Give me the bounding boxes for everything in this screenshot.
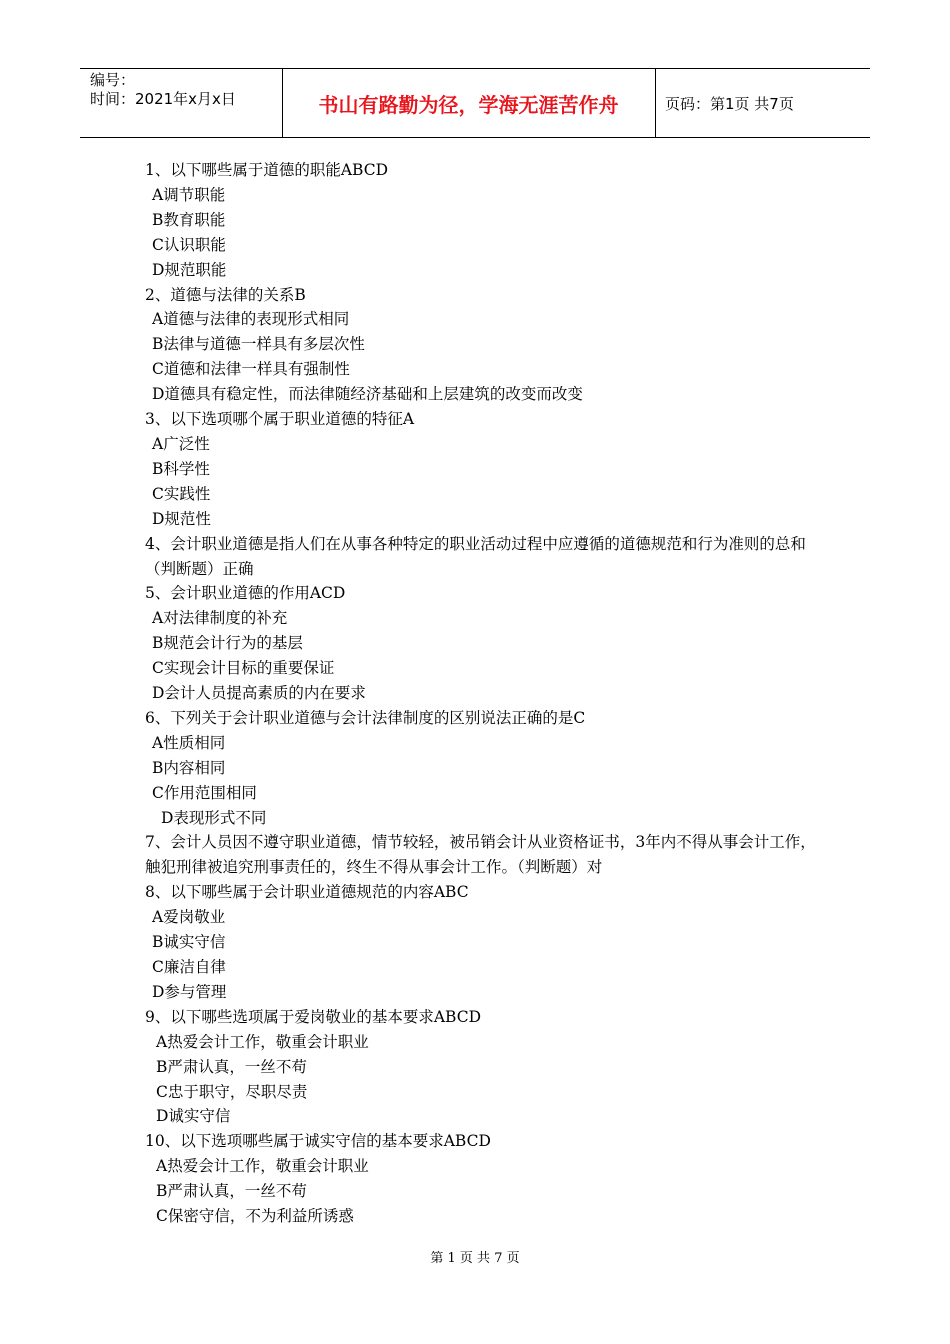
option-line: D参与管理 (152, 982, 227, 1001)
question-line: 5、会计职业道德的作用ACD (145, 584, 346, 603)
option-line: C道德和法律一样具有强制性 (152, 360, 350, 379)
option-line: A热爱会计工作，敬重会计职业 (156, 1157, 369, 1176)
option-line: D道德具有稳定性，而法律随经济基础和上层建筑的改变而改变 (152, 385, 583, 404)
option-line: B规范会计行为的基层 (152, 634, 303, 653)
question-line: 6、下列关于会计职业道德与会计法律制度的区别说法正确的是C (145, 708, 586, 727)
question-line: 7、会计人员因不遵守职业道德，情节较轻，被吊销会计从业资格证书，3年内不得从事会计工作，触犯刑律被追究刑事责任的，终生不得从事会计工作。（判断题）对 (145, 833, 816, 877)
question-line: 3、以下选项哪个属于职业道德的特征A (145, 410, 415, 429)
option-line: D会计人员提高素质的内在要求 (152, 684, 366, 703)
option-line: B严肃认真，一丝不苟 (156, 1057, 307, 1076)
option-line: C实践性 (152, 484, 211, 503)
header-motto: 书山有路勤为径，学海无涯苦作舟 (318, 92, 619, 117)
option-line: A对法律制度的补充 (152, 609, 288, 628)
header-divider (655, 69, 656, 137)
option-line: D表现形式不同 (161, 808, 267, 827)
document-number: 编号： (90, 71, 136, 89)
question-line: 2、道德与法律的关系B (145, 285, 306, 304)
option-line: B教育职能 (152, 210, 226, 229)
header-page-info: 页码：第1页 共7页 (665, 94, 794, 113)
option-line: D规范职能 (152, 260, 227, 279)
option-line: A热爱会计工作，敬重会计职业 (156, 1032, 369, 1051)
option-line: A性质相同 (152, 733, 226, 752)
option-line: A道德与法律的表现形式相同 (152, 310, 350, 329)
option-line: C认识职能 (152, 235, 226, 254)
document-date: 时间：2021年x月x日 (90, 90, 236, 108)
option-line: C实现会计目标的重要保证 (152, 659, 335, 678)
option-line: B科学性 (152, 459, 210, 478)
option-line: B严肃认真，一丝不苟 (156, 1182, 307, 1201)
option-line: C作用范围相同 (152, 783, 257, 802)
header-meta (90, 71, 236, 109)
option-line: C保密守信，不为利益所诱惑 (156, 1207, 354, 1226)
option-line: D诚实守信 (156, 1107, 231, 1126)
option-line: B内容相同 (152, 758, 226, 777)
question-line: 1、以下哪些属于道德的职能ABCD (145, 161, 389, 179)
question-line: 9、以下哪些选项属于爱岗敬业的基本要求ABCD (145, 1007, 482, 1026)
question-line: 8、以下哪些属于会计职业道德规范的内容ABC (145, 883, 469, 902)
option-line: A爱岗敬业 (152, 908, 226, 927)
question-line: 4、会计职业道德是指人们在从事各种特定的职业活动过程中应遵循的道德规范和行为准则的总和（判断题）正确 (145, 534, 806, 578)
document-header (80, 68, 870, 138)
option-line: B法律与道德一样具有多层次性 (152, 335, 365, 354)
option-line: A广泛性 (152, 434, 210, 453)
option-line: C忠于职守，尽职尽责 (156, 1082, 308, 1101)
option-line: D规范性 (152, 509, 211, 528)
question-line: 10、以下选项哪些属于诚实守信的基本要求ABCD (145, 1132, 491, 1151)
option-line: A调节职能 (152, 185, 226, 204)
question-list (145, 158, 825, 1229)
option-line: C廉洁自律 (152, 958, 226, 976)
page-footer: 第 1 页 共 7 页 (430, 1251, 520, 1266)
option-line: B诚实守信 (152, 933, 226, 952)
